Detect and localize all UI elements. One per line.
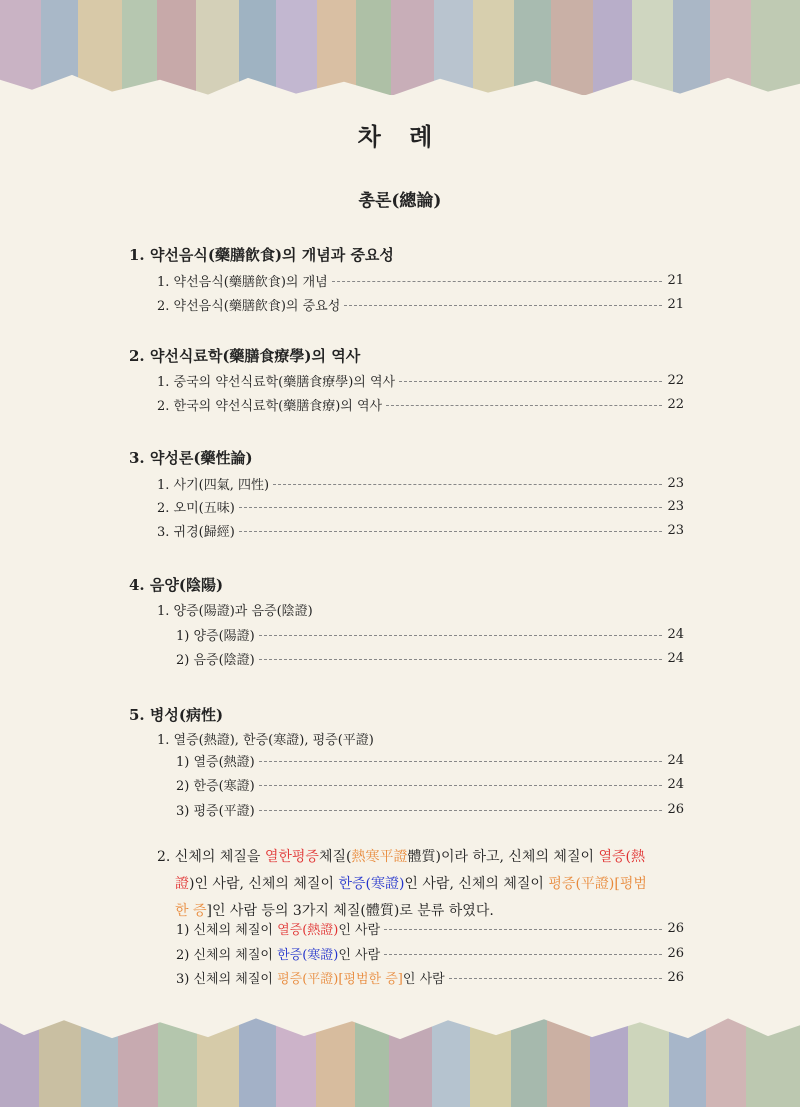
toc-entry-label: 1) 양증(陽證)	[176, 628, 255, 644]
toc-entry-label	[176, 968, 445, 987]
subsection-heading: 1. 양증(陽證)과 음증(陰證)	[157, 604, 313, 619]
para-highlight-orange: 熱寒平證	[351, 849, 408, 865]
toc-entry-label	[176, 919, 380, 938]
para-text: 2. 신체의 체질을	[157, 849, 265, 865]
toc-entry-label: 1. 약선음식(藥膳飮食)의 개념	[157, 274, 328, 290]
dot-leader	[384, 929, 662, 930]
section-heading: 1. 약선음식(藥膳飮食)의 개념과 중요성	[129, 246, 394, 264]
dot-leader	[259, 761, 662, 762]
toc-entry[interactable]	[176, 918, 684, 938]
toc-entry[interactable]	[176, 648, 684, 668]
para-highlight-red: 열증(熱	[598, 849, 645, 865]
para-text: 體質)이라 하고, 신체의 체질이	[407, 849, 599, 865]
toc-entry[interactable]	[157, 496, 684, 516]
toc-entry[interactable]	[157, 370, 684, 390]
page-number: 26	[667, 920, 684, 936]
page-number: 24	[667, 752, 684, 768]
para-highlight-blue: 한증(寒證)	[338, 876, 405, 892]
toc-entry-label: 1. 사기(四氣, 四性)	[157, 477, 270, 493]
page-title: 차 례	[357, 122, 443, 151]
label-highlight-red: 열증(熱證)	[277, 922, 339, 938]
page-number: 23	[667, 498, 684, 514]
toc-entry-label: 2) 한증(寒證)	[176, 778, 255, 794]
toc-entry-label: 2. 오미(五味)	[157, 500, 235, 516]
dot-leader	[449, 978, 662, 979]
label-text: 2) 신체의 체질이	[176, 947, 278, 963]
page-subtitle: 총론(總論)	[358, 191, 442, 211]
para-highlight-orange: 한 증	[175, 903, 207, 919]
toc-entry-label: 2. 약선음식(藥膳飮食)의 중요성	[157, 298, 341, 314]
dot-leader	[344, 305, 662, 306]
page-number: 24	[667, 776, 684, 792]
para-text: )인 사람, 신체의 체질이	[189, 876, 339, 892]
classification-paragraph	[157, 844, 702, 925]
dot-leader	[384, 954, 662, 955]
page-number: 24	[667, 626, 684, 642]
label-highlight-blue: 한증(寒證)	[277, 947, 339, 963]
page-number: 26	[667, 801, 684, 817]
page-number: 21	[667, 272, 684, 288]
dot-leader	[259, 785, 662, 786]
page-number: 26	[667, 969, 684, 985]
subsection-heading: 1. 열증(熱證), 한증(寒證), 평증(平證)	[157, 733, 374, 748]
label-highlight-orange: 평증(平證)[평범한 증]	[277, 971, 403, 987]
toc-entry[interactable]	[157, 394, 684, 414]
dot-leader	[399, 381, 662, 382]
toc-entry-label	[176, 944, 380, 963]
toc-entry[interactable]	[176, 943, 684, 963]
toc-entry[interactable]	[176, 624, 684, 644]
section-heading: 5. 병성(病性)	[129, 706, 224, 724]
toc-entry-label: 1. 중국의 약선식료학(藥膳食療學)의 역사	[157, 374, 396, 390]
page-number: 21	[667, 296, 684, 312]
toc-entry[interactable]	[176, 799, 684, 819]
toc-entry[interactable]	[157, 520, 684, 540]
decorative-stripes-top	[0, 0, 800, 95]
section-heading: 4. 음양(陰陽)	[129, 576, 224, 594]
label-text: 인 사람	[402, 971, 445, 987]
dot-leader	[259, 810, 662, 811]
page-number: 26	[667, 945, 684, 961]
toc-entry-label: 3) 평증(平證)	[176, 803, 255, 819]
dot-leader	[332, 281, 662, 282]
toc-entry[interactable]	[176, 750, 684, 770]
toc-entry[interactable]	[157, 473, 684, 493]
label-text: 인 사람	[338, 922, 381, 938]
toc-entry-label: 2) 음증(陰證)	[176, 652, 255, 668]
page-number: 24	[667, 650, 684, 666]
page-number: 23	[667, 522, 684, 538]
label-text: 인 사람	[338, 947, 381, 963]
page-number: 23	[667, 475, 684, 491]
dot-leader	[386, 405, 662, 406]
toc-entry-label: 1) 열증(熱證)	[176, 754, 255, 770]
toc-entry-label: 2. 한국의 약선식료학(藥膳食療)의 역사	[157, 398, 383, 414]
page-number: 22	[667, 372, 684, 388]
section-heading: 3. 약성론(藥性論)	[129, 449, 253, 467]
dot-leader	[259, 659, 662, 660]
toc-entry-label: 3. 귀경(歸經)	[157, 524, 235, 540]
toc-entry[interactable]	[157, 294, 684, 314]
toc-entry[interactable]	[157, 270, 684, 290]
label-text: 3) 신체의 체질이	[176, 971, 278, 987]
dot-leader	[273, 484, 662, 485]
para-highlight-orange: 평증(平證)[평범	[548, 876, 647, 892]
para-highlight-red: 證	[175, 876, 189, 892]
dot-leader	[259, 635, 662, 636]
section-heading: 2. 약선식료학(藥膳食療學)의 역사	[129, 347, 361, 365]
para-text: 체질(	[318, 849, 352, 865]
label-text: 1) 신체의 체질이	[176, 922, 278, 938]
dot-leader	[239, 531, 662, 532]
toc-entry[interactable]	[176, 967, 684, 987]
para-highlight-red: 열한평증	[264, 849, 319, 865]
page-number: 22	[667, 396, 684, 412]
dot-leader	[239, 507, 662, 508]
toc-entry[interactable]	[176, 774, 684, 794]
para-text: ]인 사람 등의 3가지 체질(體質)로 분류 하였다.	[206, 903, 494, 919]
para-text: 인 사람, 신체의 체질이	[404, 876, 549, 892]
